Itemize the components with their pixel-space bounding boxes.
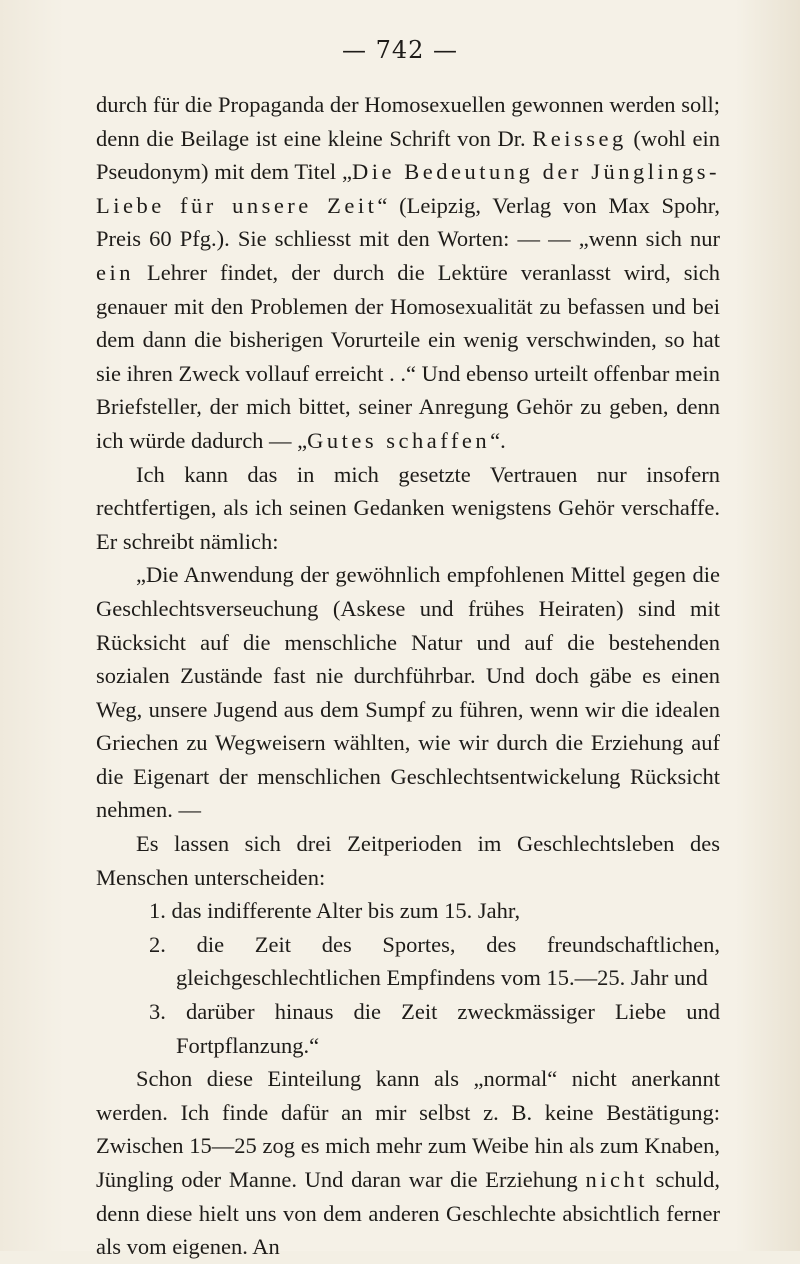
p5-text-a: Schon diese Einteilung kann als „normal“ nicht anerkannt werden. Ich finde dafür an mir selbst z. B. keine Bestätigung: Zwischen 15—25 zog es mich mehr zum Weibe hin als zum Knaben, Jüngling oder Manne. Und daran war die Erziehung bbox=[96, 1066, 720, 1192]
p1-text-i: “. bbox=[490, 427, 506, 453]
paragraph-2: Ich kann das in mich gesetzte Vertrauen nur insofern rechtfertigen, als ich seinen Gedanken wenigstens Gehör verschaffe. Er schreibt nämlich: bbox=[96, 461, 720, 554]
paragraph-5 bbox=[96, 1062, 720, 1264]
paragraph-3-quote: „Die Anwendung der gewöhnlich empfohlenen Mittel gegen die Geschlechtsverseuchung (Askese und frühes Heiraten) sind mit Rücksicht auf die menschliche Natur und auf die bestehenden sozialen Zustände fast nie durchführbar. Und doch gäbe es einen Weg, unsere Jugend aus dem Sumpf zu führen, wenn wir die idealen Griechen zu Wegweisern wählten, wie wir durch die Erziehung auf die Eigenart der menschlichen Geschlechtsentwickelung Rücksicht nehmen. — bbox=[96, 562, 720, 823]
paragraph-4: Es lassen sich drei Zeitperioden im Geschlechtsleben des Menschen unterscheiden: bbox=[96, 831, 720, 890]
paragraph-1 bbox=[96, 88, 720, 458]
list-item-3: 3. darüber hinaus die Zeit zweckmässiger Liebe und Fortpflanzung.“ bbox=[149, 999, 720, 1058]
p5-text-c: schuld, denn diese hielt uns von dem anderen Geschlechte absichtlich ferner als vom eigenen. An bbox=[96, 1167, 721, 1260]
list-item-2: 2. die Zeit des Sportes, des freundschaftlichen, gleichgeschlechtlichen Empfindens vom 15.—25. Jahr und bbox=[149, 931, 720, 991]
page-body bbox=[96, 88, 720, 1264]
emphasis-nicht: nicht bbox=[585, 1167, 648, 1192]
page-number: — 742 — bbox=[341, 36, 459, 64]
p1-text-g: Lehrer findet, der durch die Lektüre veranlasst wird, sich genauer mit den Problemen der Homosexualität zu befassen und bei dem dann die bisherigen Vorurteile ein wenig verschwinden, so hat sie ihren Zweck vollauf erreicht . .“ Und ebenso urteilt offenbar mein Briefsteller, der mich bittet, seiner Anregung Gehör zu geben, denn ich würde dadurch — „ bbox=[96, 259, 720, 453]
p1-text-a: durch für die Propaganda der Homosexuellen gewonnen werden soll; denn die Beilage ist eine kleine Schrift von Dr. bbox=[96, 92, 720, 151]
list-item-1: 1. das indifferente Alter bis zum 15. Jahr, bbox=[149, 898, 521, 924]
p1-text-e: “ (Leipzig, Verlag von Max Spohr, Preis 60 Pfg.). Sie schliesst mit den Worten: — — „wenn sich nur bbox=[96, 192, 720, 252]
p1-text-c: (wohl ein Pseudonym) mit dem Titel „ bbox=[96, 125, 721, 185]
book-title: Die Bedeutung der Jünglings-Liebe für unsere Zeit bbox=[96, 159, 720, 218]
emphasis-ein: ein bbox=[96, 259, 134, 285]
author-name: Reisseg bbox=[532, 125, 627, 151]
emphasis-gutes-schaffen: Gutes schaffen bbox=[307, 427, 491, 453]
